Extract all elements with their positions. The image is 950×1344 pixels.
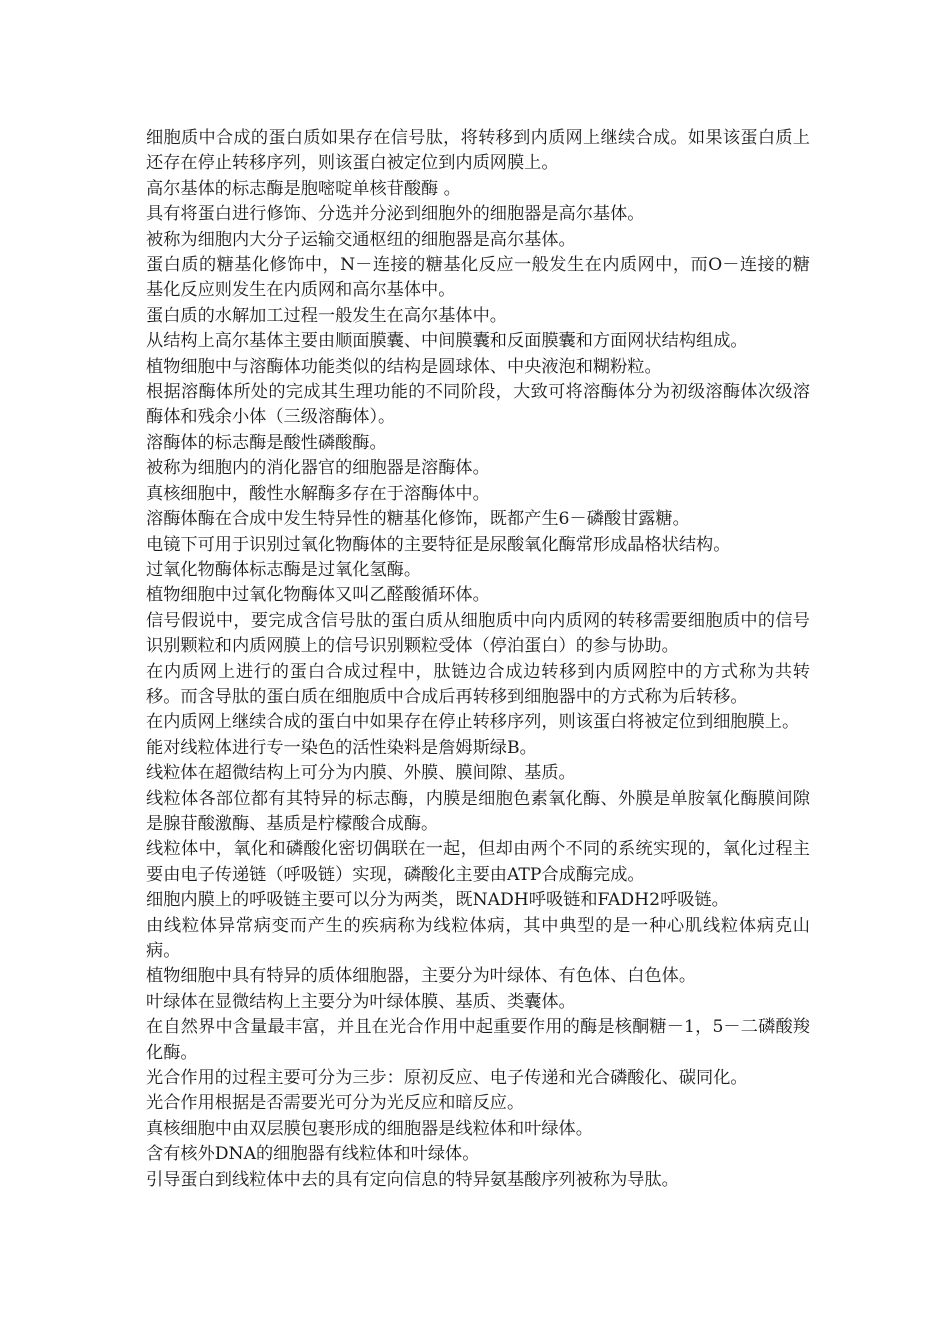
paragraph: 在内质网上进行的蛋白合成过程中，肽链边合成边转移到内质网腔中的方式称为共转移。而含导肽的蛋白质在细胞质中合成后再转移到细胞器中的方式称为后转移。 — [146, 661, 810, 707]
paragraph: 由线粒体异常病变而产生的疾病称为线粒体病，其中典型的是一种心肌线粒体病克山病。 — [146, 915, 810, 961]
paragraph: 叶绿体在显微结构上主要分为叶绿体膜、基质、类囊体。 — [146, 991, 576, 1012]
document-body — [146, 126, 810, 1193]
paragraph: 光合作用的过程主要可分为三步：原初反应、电子传递和光合磷酸化、碳同化。 — [146, 1068, 748, 1089]
paragraph: 真核细胞中，酸性水解酶多存在于溶酶体中。 — [146, 483, 490, 504]
paragraph: 线粒体各部位都有其特异的标志酶，内膜是细胞色素氧化酶、外膜是单胺氧化酶膜间隙是腺苷酸激酶、基质是柠檬酸合成酶。 — [146, 788, 810, 834]
paragraph: 在内质网上继续合成的蛋白中如果存在停止转移序列，则该蛋白将被定位到细胞膜上。 — [146, 712, 800, 733]
paragraph: 具有将蛋白进行修饰、分选并分泌到细胞外的细胞器是高尔基体。 — [146, 204, 645, 225]
paragraph: 能对线粒体进行专一染色的活性染料是詹姆斯绿B。 — [146, 737, 537, 758]
paragraph: 被称为细胞内大分子运输交通枢纽的细胞器是高尔基体。 — [146, 229, 576, 250]
paragraph: 植物细胞中过氧化物酶体又叫乙醛酸循环体。 — [146, 585, 490, 606]
paragraph: 线粒体中，氧化和磷酸化密切偶联在一起，但却由两个不同的系统实现的，氧化过程主要由电子传递链（呼吸链）实现，磷酸化主要由ATP合成酶完成。 — [146, 839, 810, 885]
paragraph: 过氧化物酶体标志酶是过氧化氢酶。 — [146, 559, 422, 580]
paragraph: 溶酶体酶在合成中发生特异性的糖基化修饰，既都产生6－磷酸甘露糖。 — [146, 509, 690, 530]
paragraph: 细胞内膜上的呼吸链主要可以分为两类，既NADH呼吸链和FADH2呼吸链。 — [146, 890, 729, 911]
paragraph: 被称为细胞内的消化器官的细胞器是溶酶体。 — [146, 458, 490, 479]
paragraph: 电镜下可用于识别过氧化物酶体的主要特征是尿酸氧化酶常形成晶格状结构。 — [146, 534, 731, 555]
paragraph: 蛋白质的糖基化修饰中，N－连接的糖基化反应一般发生在内质网中，而O－连接的糖基化反应则发生在内质网和高尔基体中。 — [146, 255, 810, 301]
paragraph: 溶酶体的标志酶是酸性磷酸酶。 — [146, 432, 387, 453]
paragraph: 细胞质中合成的蛋白质如果存在信号肽，将转移到内质网上继续合成。如果该蛋白质上还存在停止转移序列，则该蛋白被定位到内质网膜上。 — [146, 128, 810, 174]
paragraph: 从结构上高尔基体主要由顺面膜囊、中间膜囊和反面膜囊和方面网状结构组成。 — [146, 331, 748, 352]
paragraph: 根据溶酶体所处的完成其生理功能的不同阶段，大致可将溶酶体分为初级溶酶体次级溶酶体和残余小体（三级溶酶体）。 — [146, 382, 810, 428]
paragraph: 真核细胞中由双层膜包裹形成的细胞器是线粒体和叶绿体。 — [146, 1118, 593, 1139]
paragraph: 线粒体在超微结构上可分为内膜、外膜、膜间隙、基质。 — [146, 763, 576, 784]
paragraph: 引导蛋白到线粒体中去的具有定向信息的特异氨基酸序列被称为导肽。 — [146, 1169, 679, 1190]
paragraph: 高尔基体的标志酶是胞嘧啶单核苷酸酶 。 — [146, 178, 461, 199]
paragraph: 植物细胞中具有特异的质体细胞器，主要分为叶绿体、有色体、白色体。 — [146, 966, 697, 987]
paragraph: 植物细胞中与溶酶体功能类似的结构是圆球体、中央液泡和糊粉粒。 — [146, 356, 662, 377]
paragraph: 光合作用根据是否需要光可分为光反应和暗反应。 — [146, 1093, 525, 1114]
paragraph: 在自然界中含量最丰富，并且在光合作用中起重要作用的酶是核酮糖－1，5－二磷酸羧化酶。 — [146, 1017, 810, 1063]
paragraph: 蛋白质的水解加工过程一般发生在高尔基体中。 — [146, 305, 507, 326]
paragraph: 信号假说中，要完成含信号肽的蛋白质从细胞质中向内质网的转移需要细胞质中的信号识别颗粒和内质网膜上的信号识别颗粒受体（停泊蛋白）的参与协助。 — [146, 610, 810, 657]
paragraph: 含有核外DNA的细胞器有线粒体和叶绿体。 — [146, 1144, 480, 1165]
